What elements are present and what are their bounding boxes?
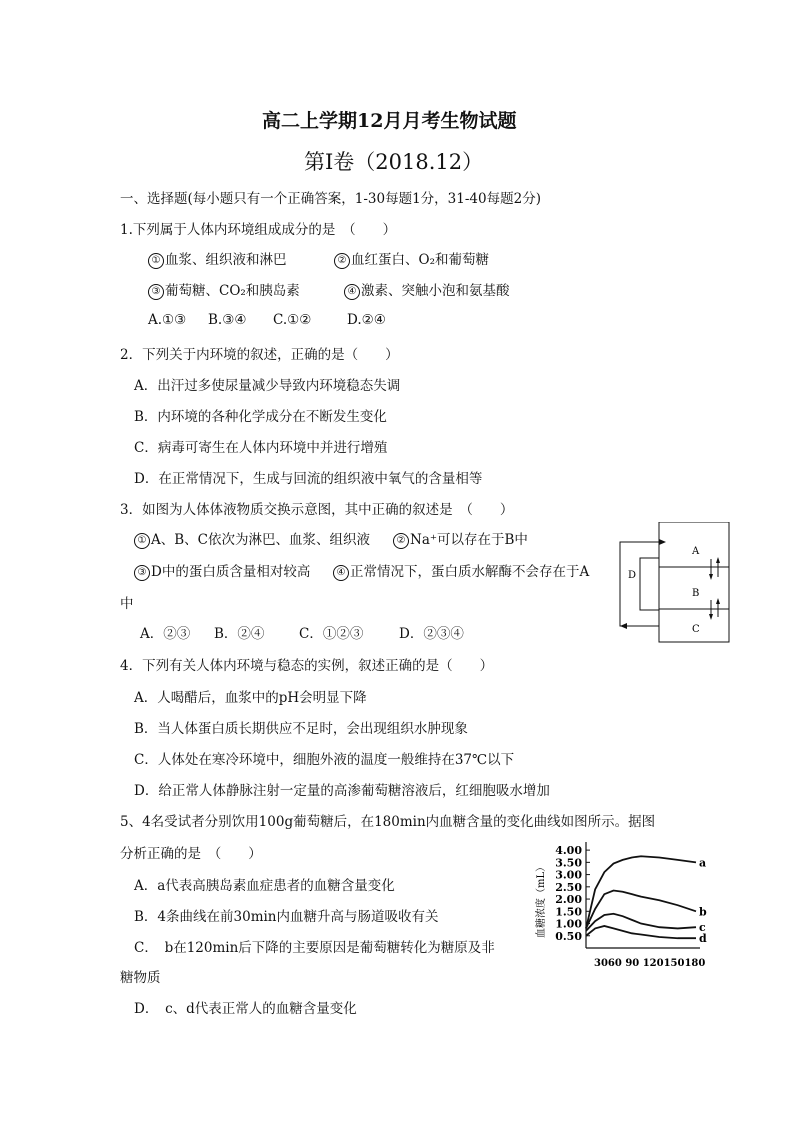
body-fluid-exchange-diagram xyxy=(614,522,736,644)
x-tick-labels: 3060 90 120150180 xyxy=(594,958,706,969)
page-title: 高二上学期12月月考生物试题 xyxy=(262,110,517,132)
question-4-option-c: C．人体处在寒冷环境中，细胞外液的温度一般维持在37℃以下 xyxy=(134,752,515,768)
question-3-option-a: A．②③ xyxy=(140,626,191,642)
item-text: 血浆、组织液和淋巴 xyxy=(165,252,287,268)
question-3-item-1 xyxy=(134,528,370,549)
question-5-stem: 5、4名受试者分别饮用100g葡萄糖后，在180min内血糖含量的变化曲线如图所示。据图 xyxy=(120,814,656,830)
question-2-option-d: D．在正常情况下，生成与回流的组织液中氧气的含量相等 xyxy=(134,471,483,487)
question-1-option-c: C.①② xyxy=(273,312,312,328)
item-text: 激素、突触小泡和氨基酸 xyxy=(361,283,510,299)
series-label-a: a xyxy=(699,856,707,870)
circled-number-4: ④ xyxy=(333,565,349,581)
question-5-option-b: B．4条曲线在前30min内血糖升高与肠道吸收有关 xyxy=(134,909,439,925)
question-3-option-b: B．②④ xyxy=(214,626,265,642)
diagram-label-c: C xyxy=(692,624,700,635)
item-text: 血红蛋白、O₂和葡萄糖 xyxy=(351,252,489,268)
question-3-option-d: D．②③④ xyxy=(399,626,464,642)
question-4-stem: 4．下列有关人体内环境与稳态的实例，叙述正确的是（ ） xyxy=(120,658,494,674)
question-5-stem-continued: 分析正确的是 （ ） xyxy=(120,846,262,862)
series-label-b: b xyxy=(699,905,707,919)
question-3-stem: 3．如图为人体体液物质交换示意图，其中正确的叙述是 （ ） xyxy=(120,502,514,518)
series-line-c xyxy=(586,914,696,931)
item-text: 葡萄糖、CO₂和胰岛素 xyxy=(165,283,300,299)
y-tick-label: 1.00 xyxy=(555,917,582,931)
y-tick-label: 1.50 xyxy=(555,905,582,919)
question-4-option-b: B．当人体蛋白质长期供应不足时，会出现组织水肿现象 xyxy=(134,721,468,737)
circled-number-3: ③ xyxy=(134,565,150,581)
circled-number-2: ② xyxy=(334,253,350,269)
question-4-option-d: D．给正常人体静脉注射一定量的高渗葡萄糖溶液后，红细胞吸水增加 xyxy=(134,783,550,799)
blood-glucose-chart xyxy=(530,838,710,974)
y-tick-label: 3.00 xyxy=(555,868,582,882)
item-text: 正常情况下，蛋白质水解酶不会存在于A xyxy=(350,564,590,580)
question-5-option-a: A．a代表高胰岛素血症患者的血糖含量变化 xyxy=(134,878,395,894)
question-3-item-4-continued: 中 xyxy=(120,596,134,612)
question-4-option-a: A．人喝醋后，血浆中的pH会明显下降 xyxy=(134,690,367,706)
question-3-item-4 xyxy=(333,560,589,581)
diagram-label-d: D xyxy=(628,570,637,581)
y-tick-label: 2.00 xyxy=(555,893,582,907)
question-1-item-1 xyxy=(148,248,287,269)
question-5-option-c: C． b在120min后下降的主要原因是葡萄糖转化为糖原及非 xyxy=(134,940,495,956)
y-tick-label: 4.00 xyxy=(555,844,582,858)
y-tick-label: 2.50 xyxy=(555,880,582,894)
series-label-d: d xyxy=(699,932,707,946)
page-subtitle: 第Ⅰ卷（2018.12） xyxy=(304,150,484,174)
y-axis-label: 血糖浓度（mL） xyxy=(536,861,547,938)
question-1-option-d: D.②④ xyxy=(347,312,386,328)
diagram-label-b: B xyxy=(692,588,700,599)
section-heading: 一、选择题(每小题只有一个正确答案，1-30每题1分，31-40每题2分) xyxy=(120,191,541,207)
question-3-item-3 xyxy=(134,560,310,581)
question-2-stem: 2．下列关于内环境的叙述，正确的是（ ） xyxy=(120,347,399,363)
circled-number-3: ③ xyxy=(148,284,164,300)
item-text: D中的蛋白质含量相对较高 xyxy=(151,564,311,580)
question-1-item-4 xyxy=(344,279,510,300)
question-3-item-2 xyxy=(393,528,528,549)
question-1-option-b: B.③④ xyxy=(208,312,247,328)
question-3-option-c: C．①②③ xyxy=(299,626,364,642)
item-text: Na⁺可以存在于B中 xyxy=(410,532,528,548)
circled-number-2: ② xyxy=(393,533,409,549)
y-tick-label: 0.50 xyxy=(555,929,582,943)
series-label-c: c xyxy=(699,921,706,935)
y-tick-label: 3.50 xyxy=(555,856,582,870)
question-2-option-b: B．内环境的各种化学成分在不断发生变化 xyxy=(134,409,387,425)
circled-number-1: ① xyxy=(148,253,164,269)
item-text: A、B、C依次为淋巴、血浆、组织液 xyxy=(151,532,370,548)
circled-number-4: ④ xyxy=(344,284,360,300)
question-2-option-c: C．病毒可寄生在人体内环境中并进行增殖 xyxy=(134,440,388,456)
question-1-stem: 1.下列属于人体内环境组成成分的是 （ ） xyxy=(120,222,397,238)
circled-number-1: ① xyxy=(134,533,150,549)
series-line-a xyxy=(586,856,696,928)
diagram-label-a: A xyxy=(692,546,700,557)
question-1-item-2 xyxy=(334,248,489,269)
question-1-option-a: A.①③ xyxy=(148,312,187,328)
question-2-option-a: A．出汗过多使尿量减少导致内环境稳态失调 xyxy=(134,378,401,394)
question-1-item-3 xyxy=(148,279,300,300)
question-5-option-c-continued: 糖物质 xyxy=(120,970,161,986)
question-5-option-d: D． c、d代表正常人的血糖含量变化 xyxy=(134,1001,357,1017)
